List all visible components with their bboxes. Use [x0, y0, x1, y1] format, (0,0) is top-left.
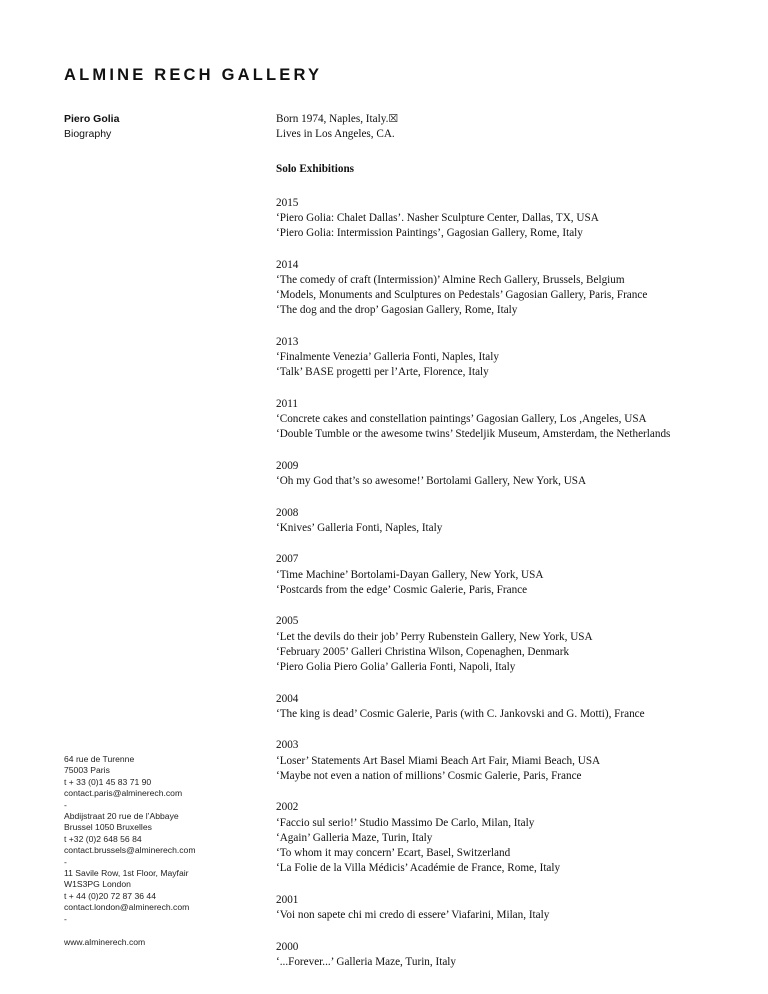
address-line: 64 rue de Turenne: [64, 754, 135, 764]
address-line: 75003 Paris: [64, 765, 110, 776]
exhibition-entry: ‘Double Tumble or the awesome twins’ Stedeljik Museum, Amsterdam, the Netherlands: [276, 428, 671, 441]
exhibition-entry: ‘Talk’ BASE progetti per l’Arte, Florence, Italy: [276, 366, 489, 379]
artist-block: [64, 112, 119, 142]
address-line: t +32 (0)2 648 56 84: [64, 833, 142, 844]
exhibition-entry: ‘To whom it may concern’ Ecart, Basel, Switzerland: [276, 847, 511, 860]
exhibition-year: 2001: [276, 893, 299, 906]
exhibition-entry: ‘Loser’ Statements Art Basel Miami Beach Art Fair, Miami Beach, USA: [276, 754, 601, 767]
address-line: -: [64, 913, 67, 924]
address-line: Abdijstraat 20 rue de l’Abbaye: [64, 811, 179, 822]
exhibition-entry: ‘Faccio sul serio!’ Studio Massimo De Carlo, Milan, Italy: [276, 816, 535, 829]
exhibition-year-block: [276, 335, 746, 381]
exhibition-year-block: [276, 738, 746, 784]
exhibition-year: 2013: [276, 335, 299, 348]
exhibition-entry: ‘La Folie de la Villa Médicis’ Académie de France, Rome, Italy: [276, 862, 561, 875]
exhibitions-list: [276, 196, 746, 970]
bio-born: Born 1974, Naples, Italy.☒: [276, 113, 399, 125]
exhibition-year: 2005: [276, 615, 299, 628]
exhibition-entry: ‘Maybe not even a nation of millions’ Cosmic Galerie, Paris, France: [276, 769, 582, 782]
exhibition-entry: ‘Finalmente Venezia’ Galleria Fonti, Naples, Italy: [276, 351, 499, 364]
exhibition-year: 2009: [276, 459, 299, 472]
exhibition-entry: ‘...Forever...’ Galleria Maze, Turin, Italy: [276, 955, 456, 968]
exhibition-entry: ‘Oh my God that’s so awesome!’ Bortolami Gallery, New York, USA: [276, 475, 587, 488]
address-line: -: [64, 856, 67, 867]
artist-name: Piero Golia: [64, 113, 120, 125]
exhibition-year: 2008: [276, 506, 299, 519]
exhibition-entry: ‘The comedy of craft (Intermission)’ Almine Rech Gallery, Brussels, Belgium: [276, 273, 625, 286]
exhibition-year-block: [276, 692, 746, 722]
address-line: contact.brussels@alminerech.com: [64, 845, 196, 856]
exhibition-entry: ‘Models, Monuments and Sculptures on Pedestals’ Gagosian Gallery, Paris, France: [276, 289, 648, 302]
address-line: W1S3PG London: [64, 879, 131, 890]
address-line: Brussel 1050 Bruxelles: [64, 822, 152, 833]
exhibition-year: 2004: [276, 692, 299, 705]
exhibition-year-block: [276, 800, 746, 876]
exhibition-entry: ‘Piero Golia: Chalet Dallas’. Nasher Sculpture Center, Dallas, TX, USA: [276, 211, 599, 224]
exhibition-entry: ‘Knives’ Galleria Fonti, Naples, Italy: [276, 521, 443, 534]
exhibition-year-block: [276, 940, 746, 970]
exhibition-year-block: [276, 506, 746, 536]
section-label: Biography: [64, 128, 112, 140]
exhibition-year-block: [276, 258, 746, 319]
exhibition-entry: ‘The king is dead’ Cosmic Galerie, Paris (with C. Jankovski and G. Motti), France: [276, 707, 645, 720]
exhibition-year-block: [276, 552, 746, 598]
exhibition-entry: ‘Piero Golia: Intermission Paintings’, Gagosian Gallery, Rome, Italy: [276, 227, 583, 240]
exhibition-year-block: [276, 614, 746, 675]
exhibition-year-block: [276, 459, 746, 489]
gallery-addresses: [64, 754, 195, 925]
bio-lives: Lives in Los Angeles, CA.: [276, 128, 395, 141]
address-line: -: [64, 799, 67, 810]
website-link[interactable]: www.alminerech.com: [64, 937, 146, 947]
exhibition-year: 2002: [276, 801, 299, 814]
exhibition-entry: ‘The dog and the drop’ Gagosian Gallery, Rome, Italy: [276, 304, 518, 317]
exhibition-entry: ‘Piero Golia Piero Golia’ Galleria Fonti, Napoli, Italy: [276, 661, 516, 674]
address-line: t + 33 (0)1 45 83 71 90: [64, 776, 152, 787]
address-line: contact.paris@alminerech.com: [64, 788, 183, 799]
exhibition-year-block: [276, 196, 746, 242]
address-line: contact.london@alminerech.com: [64, 902, 190, 913]
exhibition-entry: ‘Voi non sapete chi mi credo di essere’ Viafarini, Milan, Italy: [276, 909, 550, 922]
exhibition-entry: ‘Time Machine’ Bortolami-Dayan Gallery, New York, USA: [276, 568, 544, 581]
address-line: t + 44 (0)20 72 87 36 44: [64, 890, 156, 901]
exhibition-year: 2014: [276, 258, 299, 271]
solo-exhibitions-heading: Solo Exhibitions: [276, 163, 355, 176]
exhibition-year-block: [276, 893, 746, 923]
exhibition-year: 2003: [276, 739, 299, 752]
exhibition-entry: ‘February 2005’ Galleri Christina Wilson, Copenaghen, Denmark: [276, 645, 570, 658]
gallery-logo: ALMINE RECH GALLERY: [64, 66, 323, 84]
biography-content: [276, 112, 746, 970]
exhibition-year: 2011: [276, 397, 298, 410]
exhibition-entry: ‘Let the devils do their job’ Perry Rubenstein Gallery, New York, USA: [276, 630, 593, 643]
exhibition-entry: ‘Postcards from the edge’ Cosmic Galerie, Paris, France: [276, 583, 528, 596]
exhibition-year: 2007: [276, 553, 299, 566]
exhibition-entry: ‘Concrete cakes and constellation paintings’ Gagosian Gallery, Los ,Angeles, USA: [276, 413, 647, 426]
exhibition-year: 2015: [276, 196, 299, 209]
exhibition-year-block: [276, 397, 746, 443]
address-line: 11 Savile Row, 1st Floor, Mayfair: [64, 868, 189, 879]
exhibition-entry: ‘Again’ Galleria Maze, Turin, Italy: [276, 831, 433, 844]
exhibition-year: 2000: [276, 940, 299, 953]
